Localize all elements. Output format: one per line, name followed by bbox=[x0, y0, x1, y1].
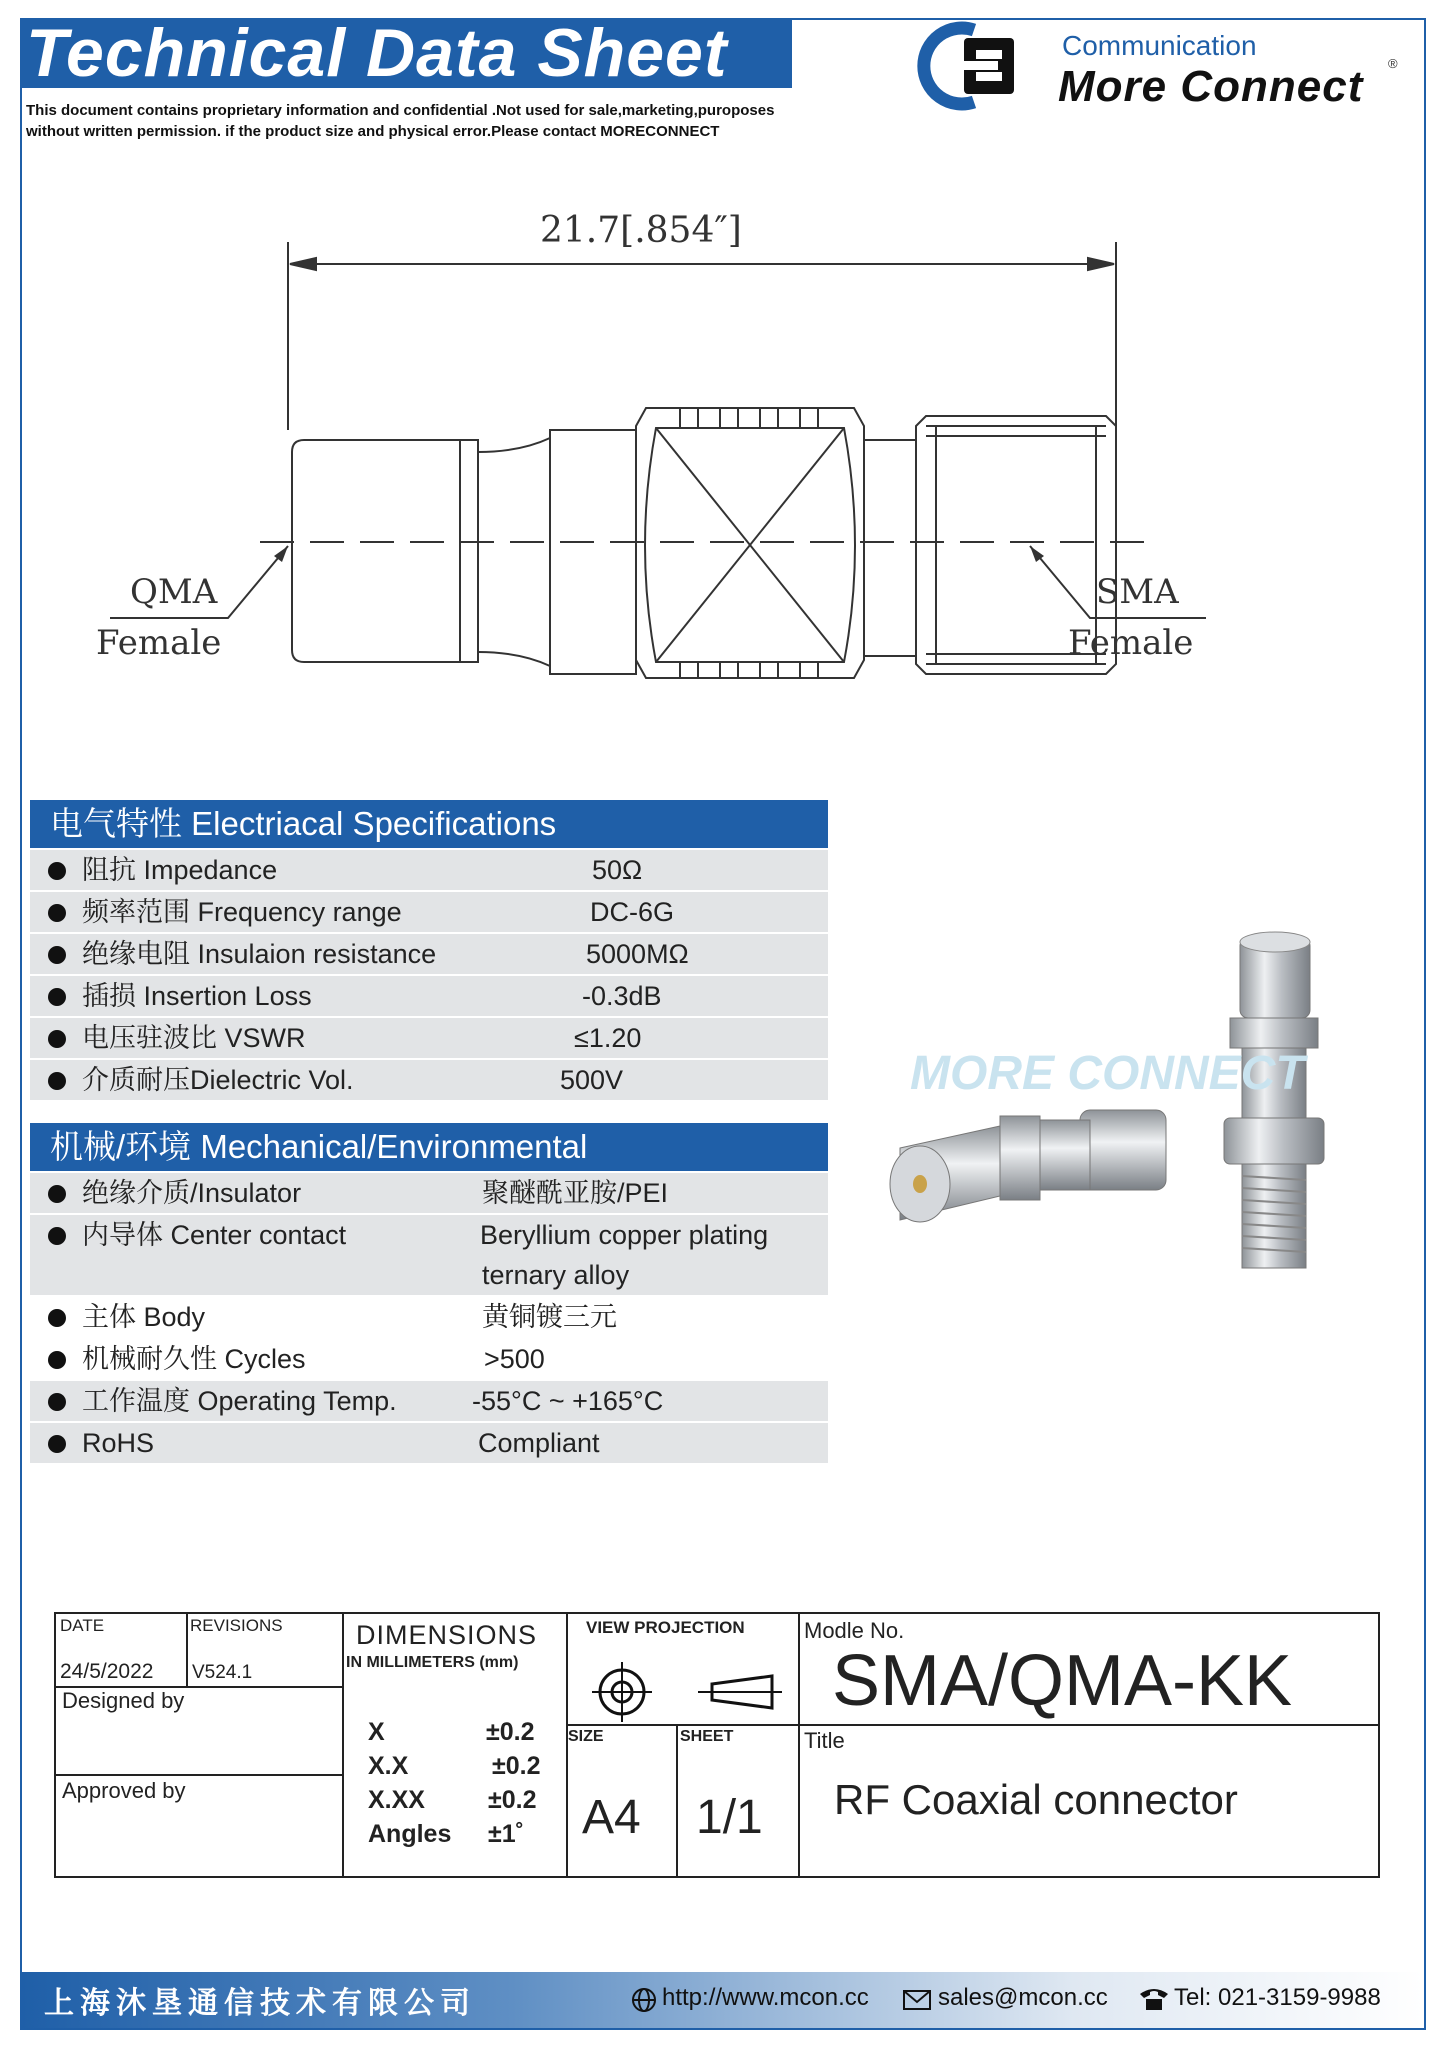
product-title: RF Coaxial connector bbox=[834, 1776, 1238, 1823]
overall-length-dimension: 21.7[.854″] bbox=[540, 210, 742, 251]
spec-row bbox=[30, 1058, 828, 1100]
spec-row bbox=[30, 1337, 828, 1379]
sheet-value: 1/1 bbox=[696, 1791, 763, 1844]
bullet-icon bbox=[48, 1072, 66, 1090]
page-title: Technical Data Sheet bbox=[26, 15, 728, 91]
electrical-specifications-table bbox=[30, 800, 828, 1100]
spec-label: 机械耐久性 Cycles bbox=[82, 1344, 306, 1374]
spec-label: 绝缘介质/Insulator bbox=[82, 1178, 302, 1208]
spec-value: 5000MΩ bbox=[586, 939, 689, 969]
bullet-icon bbox=[48, 988, 66, 1006]
dimensions-unit: IN MILLIMETERS (mm) bbox=[346, 1654, 519, 1671]
divider bbox=[676, 1724, 678, 1876]
spec-row bbox=[30, 890, 828, 932]
spec-value: >500 bbox=[484, 1344, 545, 1374]
bullet-icon bbox=[48, 1227, 66, 1245]
tolerance-name: Angles bbox=[368, 1820, 452, 1848]
tolerance-name: X.XX bbox=[368, 1786, 425, 1814]
title-block bbox=[54, 1612, 1380, 1878]
phone-number: Tel: 021-3159-9988 bbox=[1174, 1984, 1381, 2011]
mechanical-environmental-table bbox=[30, 1123, 828, 1463]
company-name: 上海沐垦通信技术有限公司 bbox=[44, 1987, 476, 2020]
spec-value: Beryllium copper plating bbox=[480, 1220, 769, 1250]
size-value: A4 bbox=[582, 1791, 641, 1844]
spec-label: 内导体 Center contact bbox=[82, 1220, 347, 1250]
website-link[interactable]: http://www.mcon.cc bbox=[662, 1984, 869, 2011]
spec-label: 插损 Insertion Loss bbox=[82, 981, 312, 1011]
spec-value: Compliant bbox=[478, 1428, 600, 1458]
spec-label: 绝缘电阻 Insulaion resistance bbox=[82, 939, 437, 969]
bullet-icon bbox=[48, 1030, 66, 1048]
spec-value: -55°C ~ +165°C bbox=[472, 1386, 664, 1416]
divider bbox=[566, 1724, 1378, 1726]
bullet-icon bbox=[48, 1435, 66, 1453]
logo-brand-name: More Connect bbox=[1058, 62, 1364, 111]
spec-value: DC-6G bbox=[590, 897, 675, 927]
spec-label: 电压驻波比 VSWR bbox=[82, 1023, 306, 1053]
revisions-label: REVISIONS bbox=[190, 1616, 283, 1635]
spec-value: 50Ω bbox=[592, 855, 643, 885]
divider bbox=[342, 1614, 344, 1876]
connector-drawing bbox=[80, 190, 1194, 690]
right-connector-type: SMA bbox=[1096, 572, 1179, 612]
logo-tagline: Communication bbox=[1062, 30, 1257, 61]
revisions-value: V524.1 bbox=[192, 1662, 253, 1683]
mechanical-heading: 机械/环境 Mechanical/Environmental bbox=[30, 1123, 828, 1171]
tolerance-name: X bbox=[368, 1718, 385, 1746]
left-connector-type: QMA bbox=[130, 572, 218, 612]
notice-line-2: without written permission. if the product size and physical error.Please contact MORECONNECT bbox=[26, 123, 720, 140]
projection-symbol-icon bbox=[586, 1662, 786, 1722]
right-connector-gender: Female bbox=[1068, 623, 1194, 663]
tolerance-value: ±0.2 bbox=[486, 1718, 535, 1746]
registered-mark: ® bbox=[1388, 56, 1398, 71]
spec-value-continued: ternary alloy bbox=[482, 1260, 630, 1290]
tolerance-value: ±0.2 bbox=[492, 1752, 541, 1780]
bullet-icon bbox=[48, 1309, 66, 1327]
spec-value: -0.3dB bbox=[582, 981, 662, 1011]
photo-watermark: MORE CONNECT bbox=[910, 1047, 1305, 1100]
spec-row bbox=[30, 932, 828, 974]
sheet-label: SHEET bbox=[680, 1728, 734, 1745]
confidentiality-notice bbox=[26, 100, 826, 142]
spec-value: 黄铜镀三元 bbox=[482, 1302, 617, 1332]
spec-row bbox=[30, 1421, 828, 1463]
phone-icon bbox=[1138, 1986, 1170, 2012]
mail-icon bbox=[902, 1988, 932, 2012]
tolerance-value: ±0.2 bbox=[488, 1786, 537, 1814]
divider bbox=[56, 1774, 342, 1776]
spec-label: 主体 Body bbox=[82, 1302, 206, 1332]
notice-line-1: This document contains proprietary information and confidential .Not used for sale,marketing,puroposes bbox=[26, 102, 775, 119]
spec-value: 聚醚酰亚胺/PEI bbox=[482, 1178, 669, 1208]
dimensions-label: DIMENSIONS bbox=[356, 1620, 538, 1650]
bullet-icon bbox=[48, 1351, 66, 1369]
date-label: DATE bbox=[60, 1616, 105, 1635]
tolerance-value: ±1˚ bbox=[488, 1820, 524, 1848]
spec-row bbox=[30, 1213, 828, 1295]
title-label: Title bbox=[804, 1728, 845, 1753]
model-label: Modle No. bbox=[804, 1618, 905, 1643]
spec-label: RoHS bbox=[82, 1428, 155, 1458]
product-photo bbox=[880, 920, 1340, 1300]
globe-icon bbox=[630, 1986, 658, 2014]
spec-row bbox=[30, 1016, 828, 1058]
spec-row bbox=[30, 1379, 828, 1421]
spec-label: 工作温度 Operating Temp. bbox=[82, 1386, 397, 1416]
spec-label: 阻抗 Impedance bbox=[82, 855, 278, 885]
bullet-icon bbox=[48, 904, 66, 922]
spec-value: ≤1.20 bbox=[574, 1023, 642, 1053]
size-label: SIZE bbox=[568, 1728, 604, 1745]
bullet-icon bbox=[48, 1185, 66, 1203]
spec-row bbox=[30, 1295, 828, 1337]
model-number: SMA/QMA-KK bbox=[832, 1641, 1293, 1721]
left-connector-gender: Female bbox=[96, 623, 222, 663]
spec-row bbox=[30, 1171, 828, 1213]
bullet-icon bbox=[48, 1393, 66, 1411]
approved-by-label: Approved by bbox=[62, 1778, 186, 1803]
spec-row bbox=[30, 974, 828, 1016]
designed-by-label: Designed by bbox=[62, 1688, 185, 1713]
spec-value: 500V bbox=[560, 1065, 624, 1095]
divider bbox=[186, 1614, 188, 1686]
company-logo-icon bbox=[912, 24, 1048, 108]
date-value: 24/5/2022 bbox=[60, 1660, 154, 1683]
view-projection-label: VIEW PROJECTION bbox=[586, 1618, 745, 1637]
email-link[interactable]: sales@mcon.cc bbox=[938, 1984, 1108, 2011]
spec-label: 频率范围 Frequency range bbox=[82, 897, 402, 927]
spec-row bbox=[30, 848, 828, 890]
electrical-heading: 电气特性 Electriacal Specifications bbox=[30, 800, 828, 848]
tolerance-name: X.X bbox=[368, 1752, 409, 1780]
divider bbox=[798, 1614, 800, 1876]
spec-label: 介质耐压Dielectric Vol. bbox=[82, 1065, 354, 1095]
bullet-icon bbox=[48, 946, 66, 964]
bullet-icon bbox=[48, 862, 66, 880]
